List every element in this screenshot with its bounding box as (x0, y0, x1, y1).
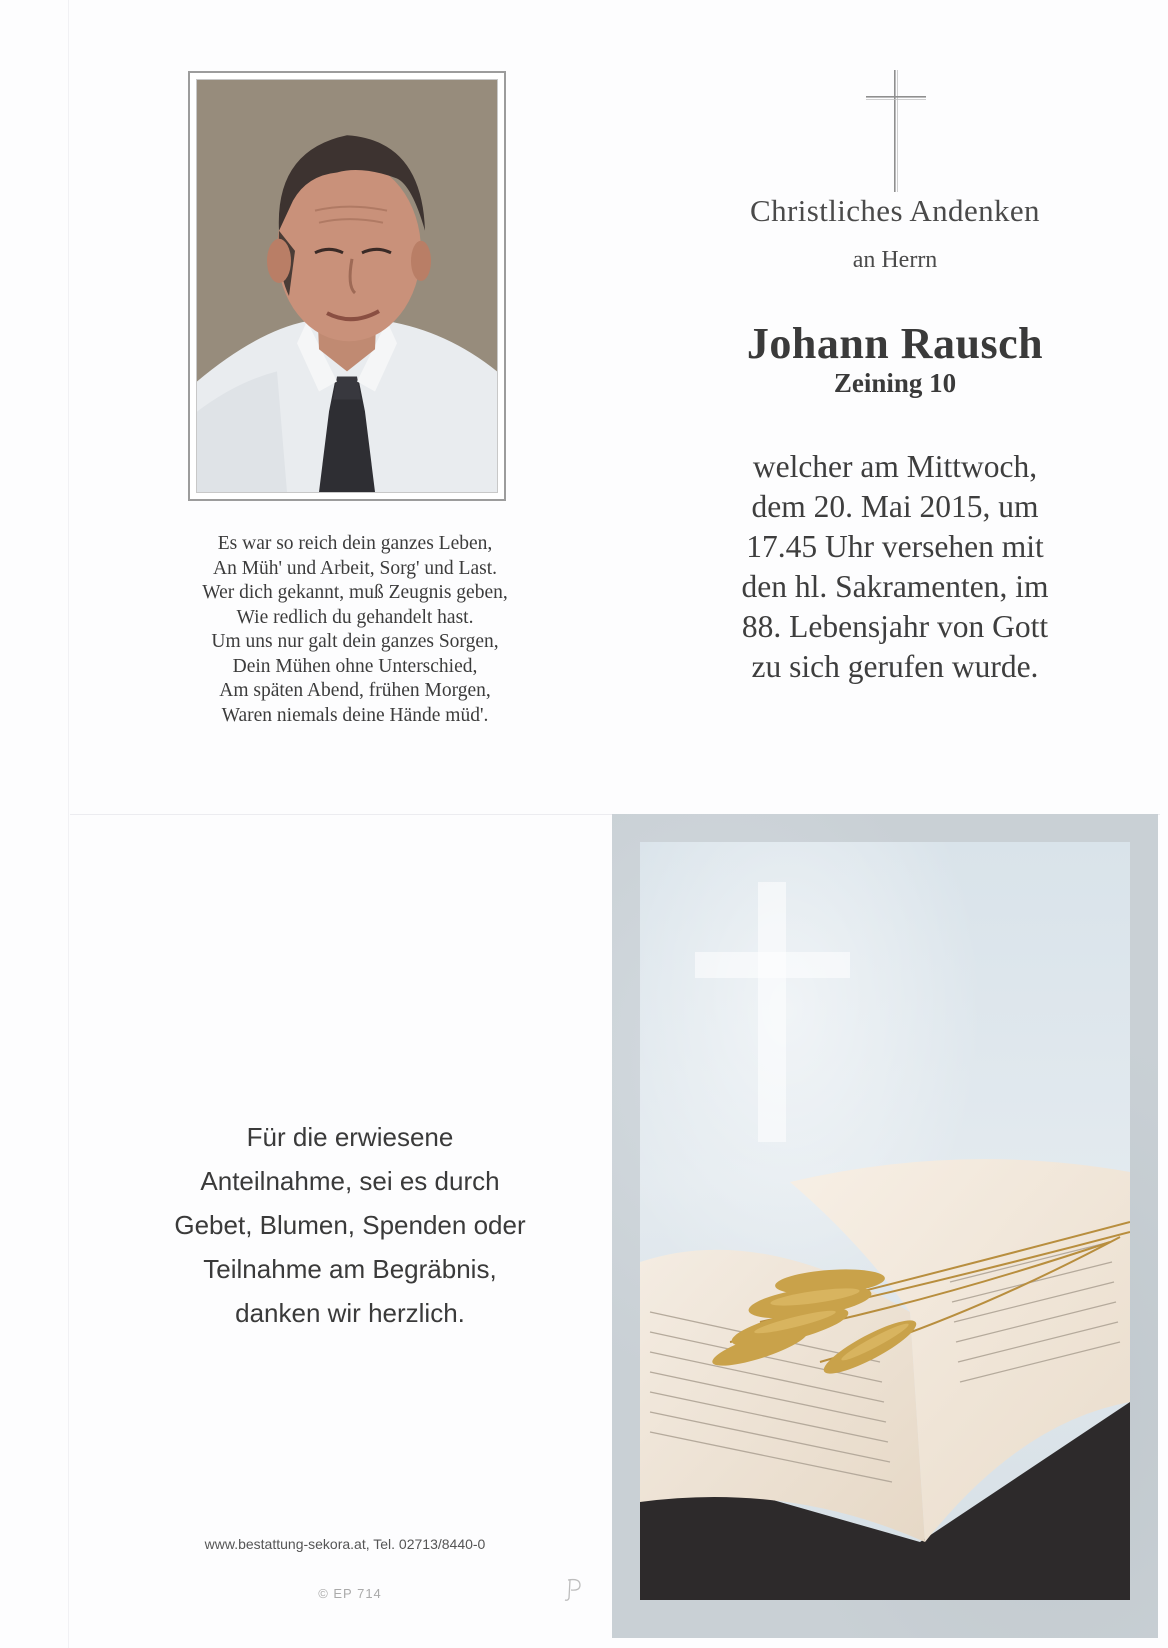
death-notice-line: den hl. Sakramenten, im (741, 569, 1049, 604)
poem-line: An Müh' und Arbeit, Sorg' und Last. (213, 557, 497, 579)
death-notice-line: welcher am Mittwoch, (752, 449, 1038, 484)
thanks-line: Anteilnahme, sei es durch (200, 1166, 500, 1196)
poem-line: Waren niemals deine Hände müd'. (221, 704, 489, 726)
death-notice-line: 88. Lebensjahr von Gott (741, 609, 1049, 644)
poem-line: Um uns nur galt dein ganzes Sorgen, (211, 631, 499, 652)
printer-logo-icon (562, 1576, 586, 1602)
death-notice-line: 17.45 Uhr versehen mit (746, 529, 1044, 564)
bible-wheat-illustration (640, 842, 1130, 1600)
bible-wheat-image (640, 842, 1130, 1600)
thanks-line: Teilnahme am Begräbnis, (203, 1254, 497, 1284)
portrait-illustration (197, 80, 497, 492)
deceased-address: Zeining 10 (833, 368, 957, 398)
portrait-frame (188, 71, 506, 501)
cross-icon (866, 70, 926, 192)
memorial-subheading: an Herrn (852, 247, 938, 273)
print-code: © EP 714 (318, 1586, 382, 1601)
death-notice-line: dem 20. Mai 2015, um (751, 489, 1039, 524)
death-notice-line: zu sich gerufen wurde. (751, 649, 1039, 684)
poem-line: Dein Mühen ohne Unterschied, (232, 655, 478, 677)
thanks-line: danken wir herzlich. (235, 1298, 465, 1328)
memorial-heading: Christliches Andenken (750, 193, 1040, 228)
thanks-line: Gebet, Blumen, Spenden oder (174, 1210, 526, 1240)
death-notice (690, 447, 1100, 687)
portrait-photo (196, 79, 498, 493)
poem (120, 532, 590, 728)
deceased-name: Johann Rausch (746, 319, 1044, 368)
poem-line: Es war so reich dein ganzes Leben, (217, 533, 493, 554)
bible-image-frame (612, 814, 1158, 1638)
thanks-message (130, 1115, 570, 1335)
poem-line: Wer dich gekannt, muß Zeugnis geben, (202, 582, 508, 603)
funeral-home-contact: www.bestattung-sekora.at, Tel. 02713/8440-0 (204, 1536, 486, 1552)
poem-line: Am späten Abend, frühen Morgen, (219, 680, 491, 701)
page-edge (68, 0, 69, 1648)
poem-line: Wie redlich du gehandelt hast. (236, 606, 474, 628)
thanks-line: Für die erwiesene (246, 1122, 454, 1152)
